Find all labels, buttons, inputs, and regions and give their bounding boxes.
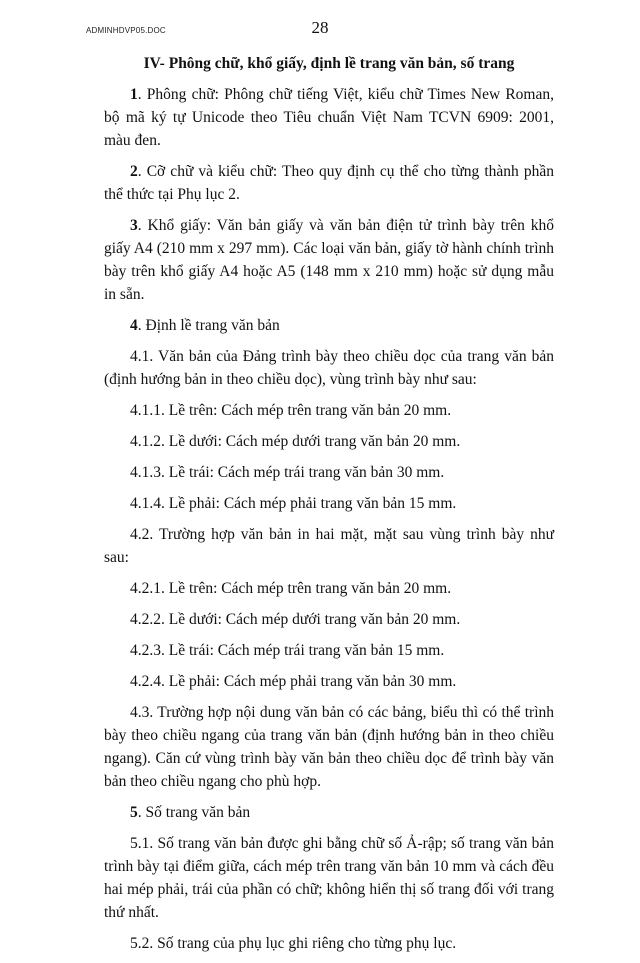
- paragraph: [104, 801, 554, 824]
- paragraph-text: 4.2.2. Lề dưới: Cách mép dưới trang văn bản 20 mm.: [130, 611, 461, 628]
- paragraph: [104, 314, 554, 337]
- paragraph-number: 2: [130, 163, 138, 180]
- paragraph-text: 4.1.1. Lề trên: Cách mép trên trang văn bản 20 mm.: [130, 402, 452, 419]
- paragraph: [104, 430, 554, 453]
- paragraph: [104, 523, 554, 569]
- paragraph-text: 4.2.4. Lề phải: Cách mép phải trang văn bản 30 mm.: [130, 673, 457, 690]
- paragraph-text: . Phông chữ: Phông chữ tiếng Việt, kiểu chữ Times New Roman, bộ mã ký tự Unicode theo Tiêu chuẩn Việt Nam TCVN 6909: 2001, màu đen.: [104, 86, 554, 149]
- paragraph: [104, 670, 554, 693]
- paragraph-text: . Định lề trang văn bản: [137, 317, 280, 334]
- paragraph-number: 1: [130, 86, 138, 103]
- paragraph-text: 4.2.3. Lề trái: Cách mép trái trang văn bản 15 mm.: [130, 642, 445, 659]
- paragraph: [104, 832, 554, 924]
- paragraph: [104, 461, 554, 484]
- paragraph-number: 3: [130, 217, 138, 234]
- page-number: 28: [311, 18, 329, 37]
- paragraph-text: 4.2.1. Lề trên: Cách mép trên trang văn bản 20 mm.: [130, 580, 452, 597]
- paragraph-text: . Khổ giấy: Văn bản giấy và văn bản điện tử trình bày trên khổ giấy A4 (210 mm x 297 mm). Các loại văn bản, giấy tờ hành chính trình bày trên khổ giấy A4 hoặc A5 (148 mm x 210 mm) hoặc sử dụng mẫu in sẵn.: [104, 217, 554, 303]
- document-body: [104, 52, 554, 963]
- paragraph-text: 4.3. Trường hợp nội dung văn bản có các bảng, biểu thì có thể trình bày theo chiều ngang của trang văn bản (định hướng bản in theo chiều ngang). Căn cứ vùng trình bày văn bản theo chiều dọc để trình bày văn bản theo chiều ngang cho phù hợp.: [104, 704, 554, 790]
- section-heading: IV- Phông chữ, khổ giấy, định lề trang văn bản, số trang: [143, 55, 515, 72]
- paragraph-text: 5.1. Số trang văn bản được ghi bằng chữ số Ả-rập; số trang văn bản trình bày tại điểm giữa, cách mép trên trang văn bản 10 mm và cách đều hai mép phải, trái của phần có chữ; không hiển thị số trang đối với trang thứ nhất.: [104, 835, 554, 921]
- paragraph: [104, 701, 554, 793]
- paragraph: [104, 932, 554, 955]
- paragraph: [104, 639, 554, 662]
- paragraph: [104, 608, 554, 631]
- paragraph-text: 4.2. Trường hợp văn bản in hai mặt, mặt sau vùng trình bày như sau:: [104, 526, 554, 566]
- paragraph: [104, 160, 554, 206]
- paragraph: [104, 577, 554, 600]
- paragraph: [104, 399, 554, 422]
- paragraph-text: 4.1.4. Lề phải: Cách mép phải trang văn bản 15 mm.: [130, 495, 457, 512]
- paragraph-text: 5.2. Số trang của phụ lục ghi riêng cho từng phụ lục.: [130, 935, 457, 952]
- paragraph: [104, 214, 554, 306]
- paragraph-text: . Cỡ chữ và kiểu chữ: Theo quy định cụ thể cho từng thành phần thể thức tại Phụ lục 2.: [104, 163, 554, 203]
- paragraph: [104, 345, 554, 391]
- paragraph-number: 4: [130, 317, 138, 334]
- paragraph-number: 5: [130, 804, 138, 821]
- document-code: ADMINHDVP05.DOC: [86, 26, 166, 35]
- paragraph: [104, 492, 554, 515]
- paragraph-list: [104, 83, 554, 955]
- paragraph-text: 4.1. Văn bản của Đảng trình bày theo chiều dọc của trang văn bản (định hướng bản in theo chiều dọc), vùng trình bày như sau:: [104, 348, 554, 388]
- paragraph-text: . Số trang văn bản: [137, 804, 251, 821]
- paragraph-text: 4.1.2. Lề dưới: Cách mép dưới trang văn bản 20 mm.: [130, 433, 461, 450]
- paragraph-text: 4.1.3. Lề trái: Cách mép trái trang văn bản 30 mm.: [130, 464, 445, 481]
- paragraph: [104, 83, 554, 152]
